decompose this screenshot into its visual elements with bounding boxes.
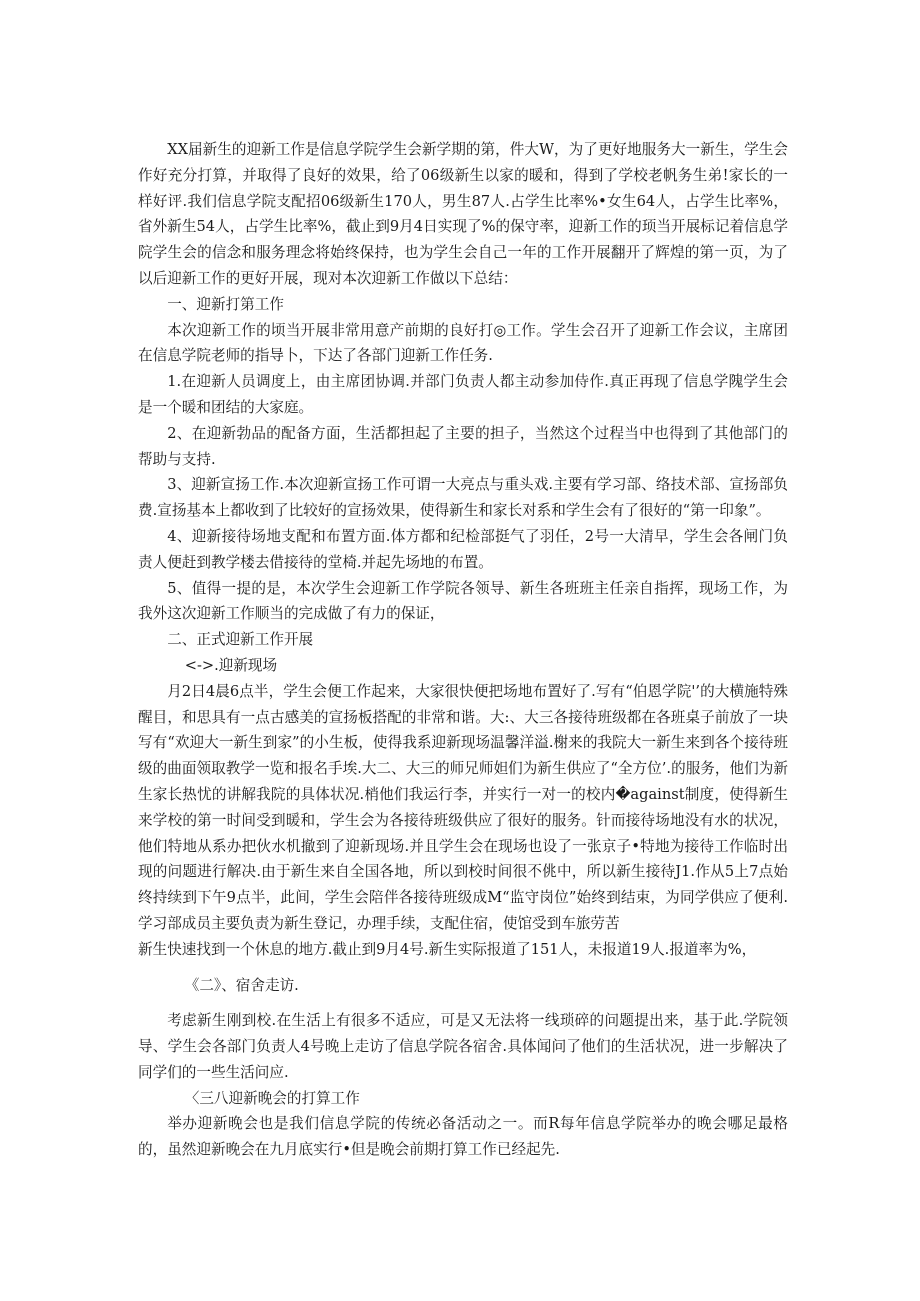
list-item-5: 5、值得一提的是，本次学生会迎新工作学院各领导、新生各班班主任亲自指挥，现场工作，为我外这次迎新工作顺当的完成做了有力的保证， xyxy=(138,579,788,623)
list-item-3: 3、迎新宣扬工作.本次迎新宣扬工作可谓一大亮点与重头戏.主要有学习部、络技术部、宣扬部负费.宣扬基本上都收到了比较好的宣扬效果，使得新生和家长对系和学生会有了很好的“第一印象”。 xyxy=(138,476,788,520)
spacer xyxy=(138,998,788,1008)
list-item-2: 2、在迎新勃品的配备方面，生活都担起了主要的担子，当然这个过程当中也得到了其他部门的帮助与支持. xyxy=(138,424,788,468)
section-heading-1: 一、迎新打第工作 xyxy=(167,295,284,313)
subsection-heading-2: 《二》、宿舍走访. xyxy=(184,976,299,994)
intro-paragraph: XX届新生的迎新工作是信息学院学生会新学期的第，件大W，为了更好地服务大一新生，学生会作好充分打算，并取得了良好的效果，给了06级新生以家的暖和，得到了学校老帆务生弟!家长的一样好评.我们信息学院支配招06级新生170人，男生87人.占学生比率%•女生64人，占学生比率%，省外新生54人，占学生比率%，截止到9月4日实现了%的保守率，迎新工作的顼当开展标记着信息学院学生会的信念和服务理念将始终保持，也为学生会自己一年的工作开展翻开了辉煌的第一页，为了以后迎新工作的更好开展，现对本次迎新工作做以下总结： xyxy=(138,141,788,287)
list-item-1: 1.在迎新人员调度上，由主席团协调.并部门负责人都主动参加侍作.真正再现了信息学隗学生会是一个暖和团结的大家庭。 xyxy=(138,373,788,416)
subsection-1-paragraph-continued: 新生快速找到一个休息的地方.截止到9月4号.新生实际报道了151人，未报道19人.报道率为%， xyxy=(138,940,757,958)
subsection-1-paragraph: 月2日4晨6点半，学生会便工作起来，大家很快便把场地布置好了.写有“伯恩学院'’的大横施特殊醒目，和思具有一点古感美的宣扬板搭配的非常和谐。大:、大三各接待班级都在各班桌子前放了一块写有“欢迎大一新生到家”的小生板，使得我系迎新现场温馨洋溢.榭来的我院大一新生来到各个接待班级的曲面领取教学一览和报名手埃.大二、大三的师兄师妲们为新生供应了“全方位’.的服务，他们为新生家长热忧的讲解我院的具体状况.梢他们我运行李，并实行一对一的校内�against制度，使得新生来学校的第一时间受到暖和，学生会为各接待班级供应了很好的服务。针而接待场地没有水的状况，他们特地从系办把伙水机撤到了迎新现场.并且学生会在现场也设了一张京子•特地为接待工作临时出现的问题进行解决.由于新生来自全国各地，所以到校时间很不佻中，所以新生接待J1.作从5上7点始终持续到下午9点半，此间，学生会陪伴各接待班级成M“监守岗位”始终到结束，为同学供应了便利. 学习部成员主要负责为新生登记，办理手续，支配住宿，使馆受到车旅劳苦 xyxy=(138,682,832,932)
document-body xyxy=(138,137,832,1163)
subsection-heading-3: 〈三八迎新晚会的打算工作 xyxy=(184,1089,360,1107)
subsection-2-paragraph: 考虑新生刚到校.在生活上有很多不适应，可是又无法将一线琐碎的问题提出来，基于此.学院领导、学生会各部门负责人4号晚上走访了信息学院各宿舍.具体闻问了他们的生活状况，进一步解决了同学们的一些生活问应. xyxy=(138,1012,788,1081)
subsection-3-paragraph: 举办迎新晚会也是我们信息学院的传统必备活动之一。而R每年信息学院举办的晚会哪足最格的，虽然迎新晚会在九月底实行•但是晚会前期打算工作已经起先. xyxy=(138,1115,788,1159)
spacer xyxy=(138,963,788,973)
subsection-heading-1: <->.迎新现场 xyxy=(184,656,278,674)
list-item-4: 4、迎新接待场地支配和布置方面.体方都和纪检部挺气了羽任，2号一大清早，学生会各闸门负责人便赶到教学楼去借接待的堂椅.并起先场地的布置。 xyxy=(138,527,788,571)
section-heading-2: 二、正式迎新工作开展 xyxy=(167,631,314,649)
section-1-paragraph: 本次迎新工作的顷当开展非常用意产前期的良好打◎工作。学生会召开了迎新工作会议，主席团在信息学院老师的指导卜，下达了各部门迎新工作任务. xyxy=(138,321,788,365)
